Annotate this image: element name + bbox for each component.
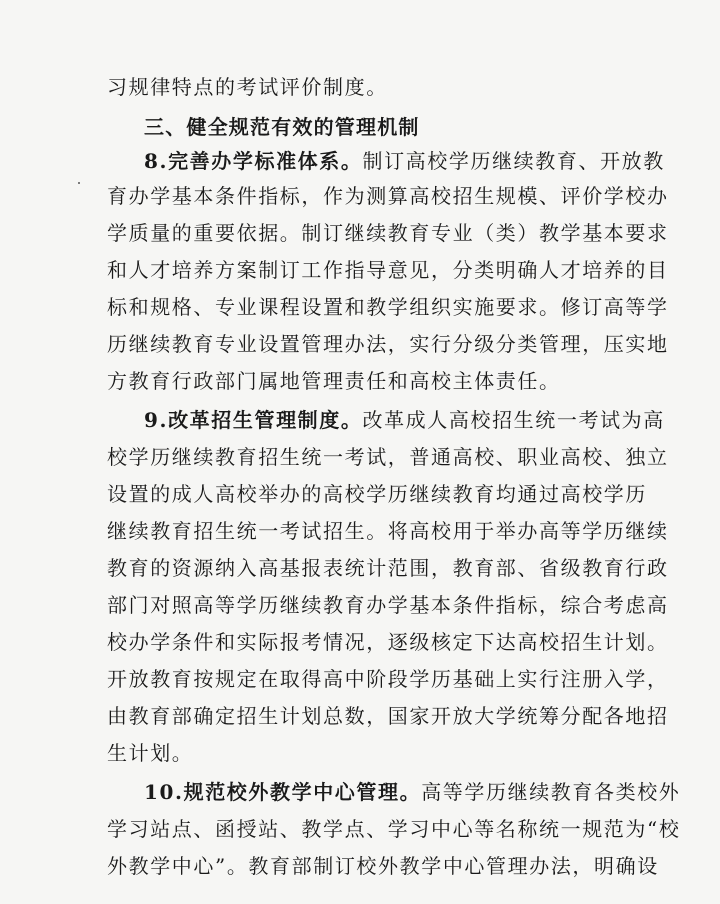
section-heading: 三、健全规范有效的管理机制 (144, 115, 420, 139)
text-line: 学质量的重要依据。制订继续教育专业（类）教学基本要求 (107, 221, 669, 245)
text-line: 方教育行政部门属地管理责任和高校主体责任。 (107, 369, 561, 393)
item-8-text: 制订高校学历继续教育、开放教 (362, 149, 665, 173)
text-line: 育办学基本条件指标，作为测算高校招生规模、评价学校办 (107, 184, 669, 208)
text-line: 学习站点、函授站、教学点、学习中心等名称统一规范为“校 (107, 817, 681, 841)
text-line: 校办学条件和实际报考情况，逐级核定下达高校招生计划。 (107, 630, 669, 654)
item-9-label: 9.改革招生管理制度。 (144, 408, 363, 432)
item-9-text: 改革成人高校招生统一考试为高 (362, 408, 665, 432)
text-line: 和人才培养方案制订工作指导意见，分类明确人才培养的目 (107, 258, 669, 282)
item-10-label: 10.规范校外教学中心管理。 (144, 780, 422, 804)
text-line: 标和规格、专业课程设置和教学组织实施要求。修订高等学 (107, 295, 669, 319)
text-line: 继续教育招生统一考试招生。将高校用于举办高等学历继续 (107, 519, 669, 543)
item-8-label: 8.完善办学标准体系。 (144, 149, 363, 173)
text-line: 设置的成人高校举办的高校学历继续教育均通过高校学历 (107, 482, 647, 506)
item-9-first-line (144, 404, 665, 436)
item-8-first-line (144, 145, 665, 177)
text-line: 历继续教育专业设置管理办法，实行分级分类管理，压实地 (107, 332, 669, 356)
text-line: 外教学中心”。教育部制订校外教学中心管理办法，明确设 (107, 854, 659, 878)
text-line: 由教育部确定招生计划总数，国家开放大学统筹分配各地招 (107, 704, 669, 728)
text-line: 部门对照高等学历继续教育办学基本条件指标，综合考虑高 (107, 593, 669, 617)
text-line: 开放教育按规定在取得高中阶段学历基础上实行注册入学， (107, 667, 669, 691)
scan-speck (78, 182, 80, 184)
item-10-text: 高等学历继续教育各类校外 (421, 780, 681, 804)
text-line: 生计划。 (107, 741, 194, 765)
text-line: 校学历继续教育招生统一考试，普通高校、职业高校、独立 (107, 445, 669, 469)
text-line: 教育的资源纳入高基报表统计范围，教育部、省级教育行政 (107, 556, 669, 580)
item-10-first-line (144, 776, 680, 808)
text-line: 习规律特点的考试评价制度。 (107, 75, 388, 99)
